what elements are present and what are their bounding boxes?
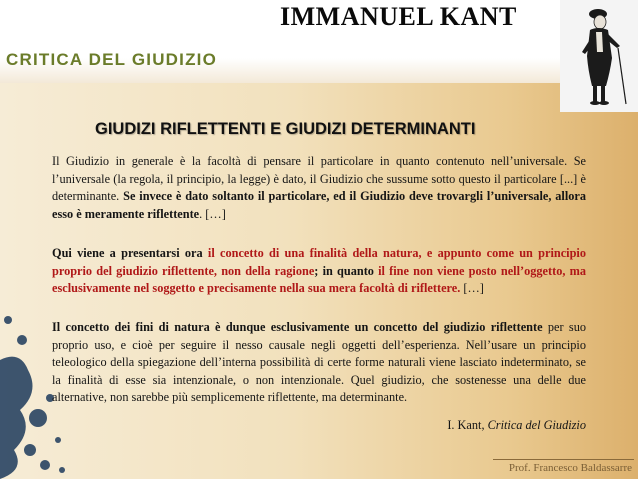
paragraph-natural-ends [52,319,586,407]
paragraph-highlight: il concetto di una finalità della natura, e appunto come un principio proprio del giudizio riflettente, non della ragione [52,246,586,278]
footer-divider [493,459,634,460]
footer-credit: Prof. Francesco Baldassarre [508,462,632,474]
paragraph-text: per suo proprio uso, e cioè per seguire il nesso causale negli oggetti dell’esperienza. Nell’usare un principio teleologico della spiegazione dell’interna possibilità di certe forme naturali viene lasciato indeterminato, se la finalità di esse sia intenzionale, o non intenzionale. Quel giudizio, che sostenesse una delle due alternative, non sarebbe più semplicemente riflettente, ma determinante. [52,320,586,404]
citation-author: I. Kant, [447,418,488,432]
slide-subtitle: CRITICA DEL GIUDIZIO [6,50,217,69]
paragraph-highlight: il fine non viene posto nell’oggetto, ma esclusivamente nel soggetto e precisamente nella sua mera facoltà di riflettere. [52,263,586,295]
paragraph-emphasis: ; in quanto [314,263,379,278]
paragraph-emphasis: Qui viene a presentarsi ora [52,246,208,260]
kant-portrait-icon [560,0,638,112]
paragraph-text: . […] [199,206,226,221]
slide-title: IMMANUEL KANT [280,2,517,31]
paragraph-emphasis: Se invece è dato soltanto il particolare, ed il Giudizio deve trovargli l’universale, allora esso è meramente riflettente [52,189,586,221]
paragraph-finality [52,245,586,298]
citation-work: Critica del Giudizio [487,418,586,432]
paragraph-text: […] [460,281,484,295]
section-heading: GIUDIZI RIFLETTENTI E GIUDIZI DETERMINANTI [95,120,476,138]
paragraph-definition [52,153,586,223]
paragraph-text: Il Giudizio in generale è la facoltà di pensare il particolare in quanto contenuto nell’universale. Se l’universale (la regola, il principio, la legge) è dato, il Giudizio che sussume sotto questo il particolare [...] è determinante. [52,154,586,203]
paragraph-emphasis: Il concetto dei fini di natura è dunque esclusivamente un concetto del giudizio riflettente [52,320,543,334]
citation [447,418,586,433]
